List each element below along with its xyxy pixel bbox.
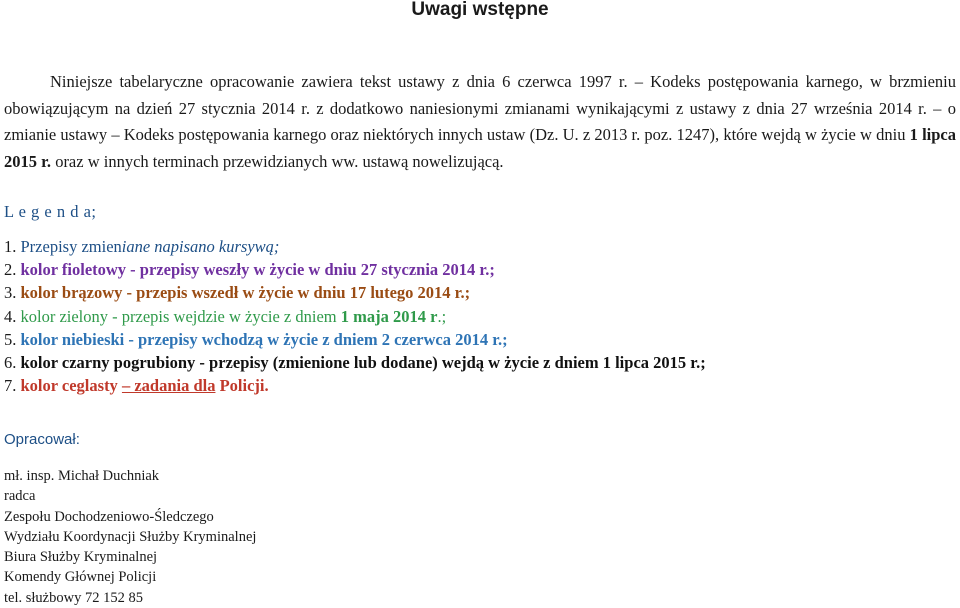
legend-item-number: 4.: [4, 306, 17, 326]
legend-item-text: kolor fioletowy - przepisy weszły w życie w dniu 27 stycznia 2014 r.;: [20, 260, 495, 280]
legend-item-4: [4, 305, 944, 328]
intro-text: [4, 69, 956, 175]
intro-paragraph: [4, 69, 956, 175]
legend-item-6: [4, 351, 944, 374]
legend-item-text-b: Policji.: [215, 376, 269, 396]
legend-item-number: 2.: [4, 260, 17, 280]
legend-item-text-b: .;: [437, 306, 447, 326]
legend-item-7: [4, 374, 944, 397]
legend-item-bold: 1 maja 2014 r: [340, 306, 438, 326]
legend-item-number: 1.: [4, 237, 17, 256]
prepared-by-label: Opracował:: [4, 431, 80, 448]
author-line: Biura Służby Kryminalnej: [4, 549, 158, 566]
legend-list: [4, 235, 944, 397]
author-line: Komendy Głównej Policji: [4, 569, 157, 586]
intro-text-b: oraz w innych terminach przewidzianych ww. ustawą nowelizującą.: [51, 151, 504, 171]
legend-item-3: [4, 281, 944, 304]
intro-bold-date: 1 lipca 2015 r.: [4, 125, 956, 171]
author-line: Zespołu Dochodzeniowo-Śledczego: [4, 508, 214, 525]
author-line: radca: [4, 488, 36, 505]
author-block: [4, 466, 256, 608]
legend-item-text-b: iane napisano kursywą;: [121, 237, 280, 256]
legend-item-number: 3.: [4, 283, 17, 303]
legend-item-1: [4, 235, 944, 258]
legend-heading: L e g e n d a;: [4, 202, 97, 221]
legend-item-text: kolor brązowy - przepis wszedł w życie w dniu 17 lutego 2014 r.;: [20, 283, 471, 303]
legend-item-text: kolor niebieski - przepisy wchodzą w życie z dniem 2 czerwca 2014 r.;: [20, 329, 508, 349]
legend-item-5: [4, 328, 944, 351]
legend-item-text-a: kolor zielony - przepis wejdzie w życie z dniem: [20, 306, 341, 326]
legend-item-text-a: kolor ceglasty: [20, 376, 122, 396]
page-title: Uwagi wstępne: [411, 0, 549, 20]
intro-text-a: Niniejsze tabelaryczne opracowanie zawiera tekst ustawy z dnia 6 czerwca 1997 r. – Kodeks postępowania karnego, w brzmieniu obowiązującym na dzień 27 stycznia 2014 r. z dodatkowo naniesionymi zmianami wynikającymi z ustawy z dnia 27 września 2014 r. – o zmianie ustawy – Kodeks postępowania karnego oraz niektórych innych ustaw (Dz. U. z 2013 r. poz. 1247), które wejdą w życie w dniu: [4, 72, 956, 144]
author-line: mł. insp. Michał Duchniak: [4, 468, 160, 484]
author-line: Wydziału Koordynacji Służby Kryminalnej: [4, 528, 257, 545]
legend-item-number: 5.: [4, 329, 17, 349]
legend-item-text-a: Przepisy zmien: [20, 237, 122, 256]
legend-item-number: 6.: [4, 353, 17, 373]
legend-item-text: kolor czarny pogrubiony - przepisy (zmienione lub dodane) wejdą w życie z dniem 1 lipca 2015 r.;: [20, 353, 706, 373]
legend-item-number: 7.: [4, 376, 17, 396]
author-line: tel. służbowy 72 152 85: [4, 589, 143, 606]
legend-item-2: [4, 258, 944, 281]
legend-item-text-underlined: – zadania dla: [121, 376, 216, 396]
